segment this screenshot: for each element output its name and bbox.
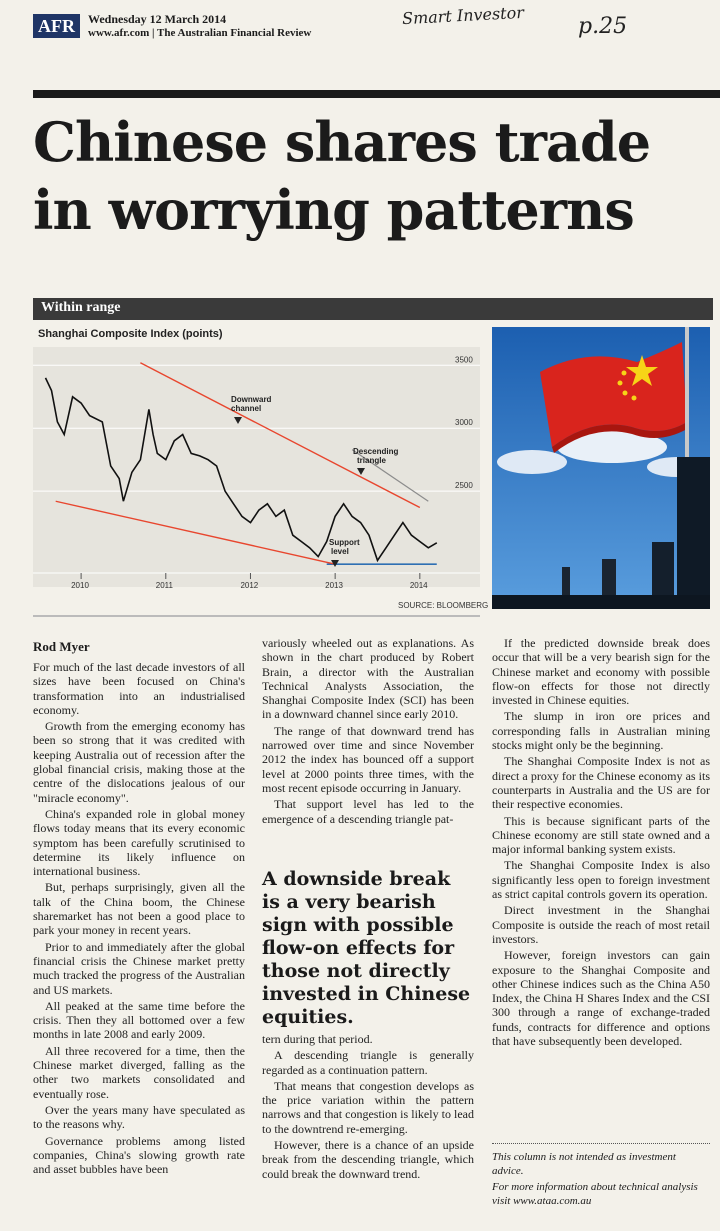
paragraph: If the predicted downside break does occur that will be a very bearish sign for the Chinese market and economy with possible flow-on effects for those not directly invested in Chinese equities. — [492, 636, 710, 708]
headline-line-2: in worrying patterns — [33, 178, 634, 242]
paragraph: Prior to and immediately after the global financial crisis the Chinese market pretty much tracked the progress of the Australian and US markets. — [33, 939, 245, 997]
annotation-support-2: level — [331, 547, 349, 556]
chart-header-bar — [33, 298, 713, 320]
paragraph: Over the years many have speculated as to the reasons why. — [33, 1102, 245, 1132]
chart-subtitle: Shanghai Composite Index (points) — [38, 328, 223, 340]
annotation-triangle-2: triangle — [357, 456, 386, 465]
disclaimer-line: This column is not intended as investment advice. — [492, 1151, 676, 1177]
triangle-marker — [357, 468, 365, 475]
x-tick-label: 2012 — [240, 581, 259, 590]
y-tick-label: 3000 — [455, 418, 473, 428]
paragraph: That support level has led to the emergence of a descending triangle pat- — [262, 797, 474, 826]
paragraph: The Shanghai Composite Index is also significantly less open to foreign investment as strict capital controls govern its operation. — [492, 858, 710, 902]
pull-quote: A downside break is a very bearish sign with possible flow-on effects for those not directly invested in Chinese equities. — [262, 868, 471, 1028]
y-tick-label: 2500 — [455, 481, 473, 491]
paragraph: However, foreign investors can gain exposure to the Shanghai Composite and other Chinese indices such as the China A50 Index, the China H Shares Index and the CSI 300 through a range of exchange-traded funds, contracts for difference and options that have subsequently been developed. — [492, 948, 710, 1049]
paragraph: China's expanded role in global money flows today means that its every economic symptom has been carefully scrutinised to determine its likely influence on international business. — [33, 806, 245, 879]
paragraph: Direct investment in the Shanghai Composite is outside the reach of most retail investors. — [492, 903, 710, 946]
downward-channel-marker — [234, 417, 242, 424]
x-tick-label: 2010 — [71, 581, 89, 590]
y-tick-label: 3500 — [455, 355, 473, 365]
article-column-2-bottom — [262, 1032, 474, 1183]
afr-logo: AFR — [33, 14, 80, 38]
annotation-downward-1: Downward — [231, 395, 272, 404]
disclaimer-note — [492, 1150, 710, 1210]
paragraph: Growth from the emerging economy has been so strong that it was credited with keeping Australia out of recession after the global financial crisis, making those at the centre of the dislocations jealous of our "miracle economy". — [33, 719, 245, 805]
paragraph: However, there is a chance of an upside break from the descending triangle, which could break the downward trend. — [262, 1138, 474, 1181]
headline-line-1: Chinese shares trade — [33, 110, 651, 174]
handwritten-page-note: p.25 — [578, 14, 628, 39]
site-line: www.afr.com | The Australian Financial Review — [88, 27, 312, 39]
paragraph: For much of the last decade investors of all sizes have been focused on China's transformation into an industrialised economy. — [33, 660, 245, 717]
annotation-support-1: Support — [329, 538, 360, 547]
headline — [33, 108, 713, 244]
chinese-flag-photo — [492, 327, 710, 609]
info-line: For more information about technical analysis visit www.ataa.com.au — [492, 1181, 698, 1207]
paragraph: All three recovered for a time, then the Chinese market diverged, falling as the other two markets consolidated and eventually rose. — [33, 1043, 245, 1101]
article-column-1 — [33, 660, 245, 1178]
x-tick-label: 2011 — [155, 581, 173, 590]
paragraph: tern during that period. — [262, 1032, 373, 1046]
article-column-3 — [492, 636, 710, 1050]
chart-source: SOURCE: BLOOMBERG — [398, 601, 489, 610]
top-rule — [33, 90, 720, 98]
chart-bottom-rule — [33, 615, 480, 617]
x-tick-label: 2013 — [325, 581, 343, 590]
shanghai-composite-chart — [33, 347, 480, 597]
annotation-triangle-1: Descending — [353, 447, 399, 456]
downward-channel-lower-line — [56, 501, 335, 564]
paragraph: All peaked at the same time before the crisis. Then they all bottomed over a few months in late 2008 and early 2009. — [33, 998, 245, 1042]
handwritten-source-note: Smart Investor — [401, 2, 525, 29]
paragraph: Governance problems among listed companies, China's slowing growth rate and asset bubbles have been — [33, 1133, 245, 1177]
paragraph: The slump in iron ore prices and corresponding falls in Australian mining stocks might only be the beginning. — [492, 709, 710, 753]
paragraph: variously wheeled out as explanations. As shown in the chart produced by Robert Brain, a director with the Australian Technical Analysts Association, the Shanghai Composite Index (SCI) has been in a downward channel since early 2010. — [262, 636, 474, 722]
x-tick-label: 2014 — [409, 581, 428, 590]
annotation-downward-2: channel — [231, 404, 262, 413]
paragraph: That means that congestion develops as the price variation within the pattern narrows and that congestion is likely to lead to the downtrend re-emerging. — [262, 1078, 474, 1136]
article-column-2-top — [262, 636, 474, 828]
chart-header: Within range — [41, 300, 121, 315]
paragraph: This is because significant parts of the Chinese economy are still state owned and a major informal banking system exists. — [492, 813, 710, 857]
byline: Rod Myer — [33, 639, 90, 654]
paragraph: The Shanghai Composite Index is not as direct a proxy for the Chinese economy as its counterparts in Australia and the US are for their respective economies. — [492, 754, 710, 812]
dateline: Wednesday 12 March 2014 — [88, 12, 227, 26]
paragraph: A descending triangle is generally regarded as a continuation pattern. — [262, 1048, 474, 1077]
paragraph: But, perhaps surprisingly, given all the talk of the China boom, the Chinese sharemarket has not been a good place to park your money in recent years. — [33, 880, 245, 938]
paragraph: The range of that downward trend has narrowed over time and since November 2012 the index has bounced off a support level at 2000 points three times, with the most recent episode occurring in January. — [262, 723, 474, 795]
note-divider — [492, 1143, 710, 1144]
